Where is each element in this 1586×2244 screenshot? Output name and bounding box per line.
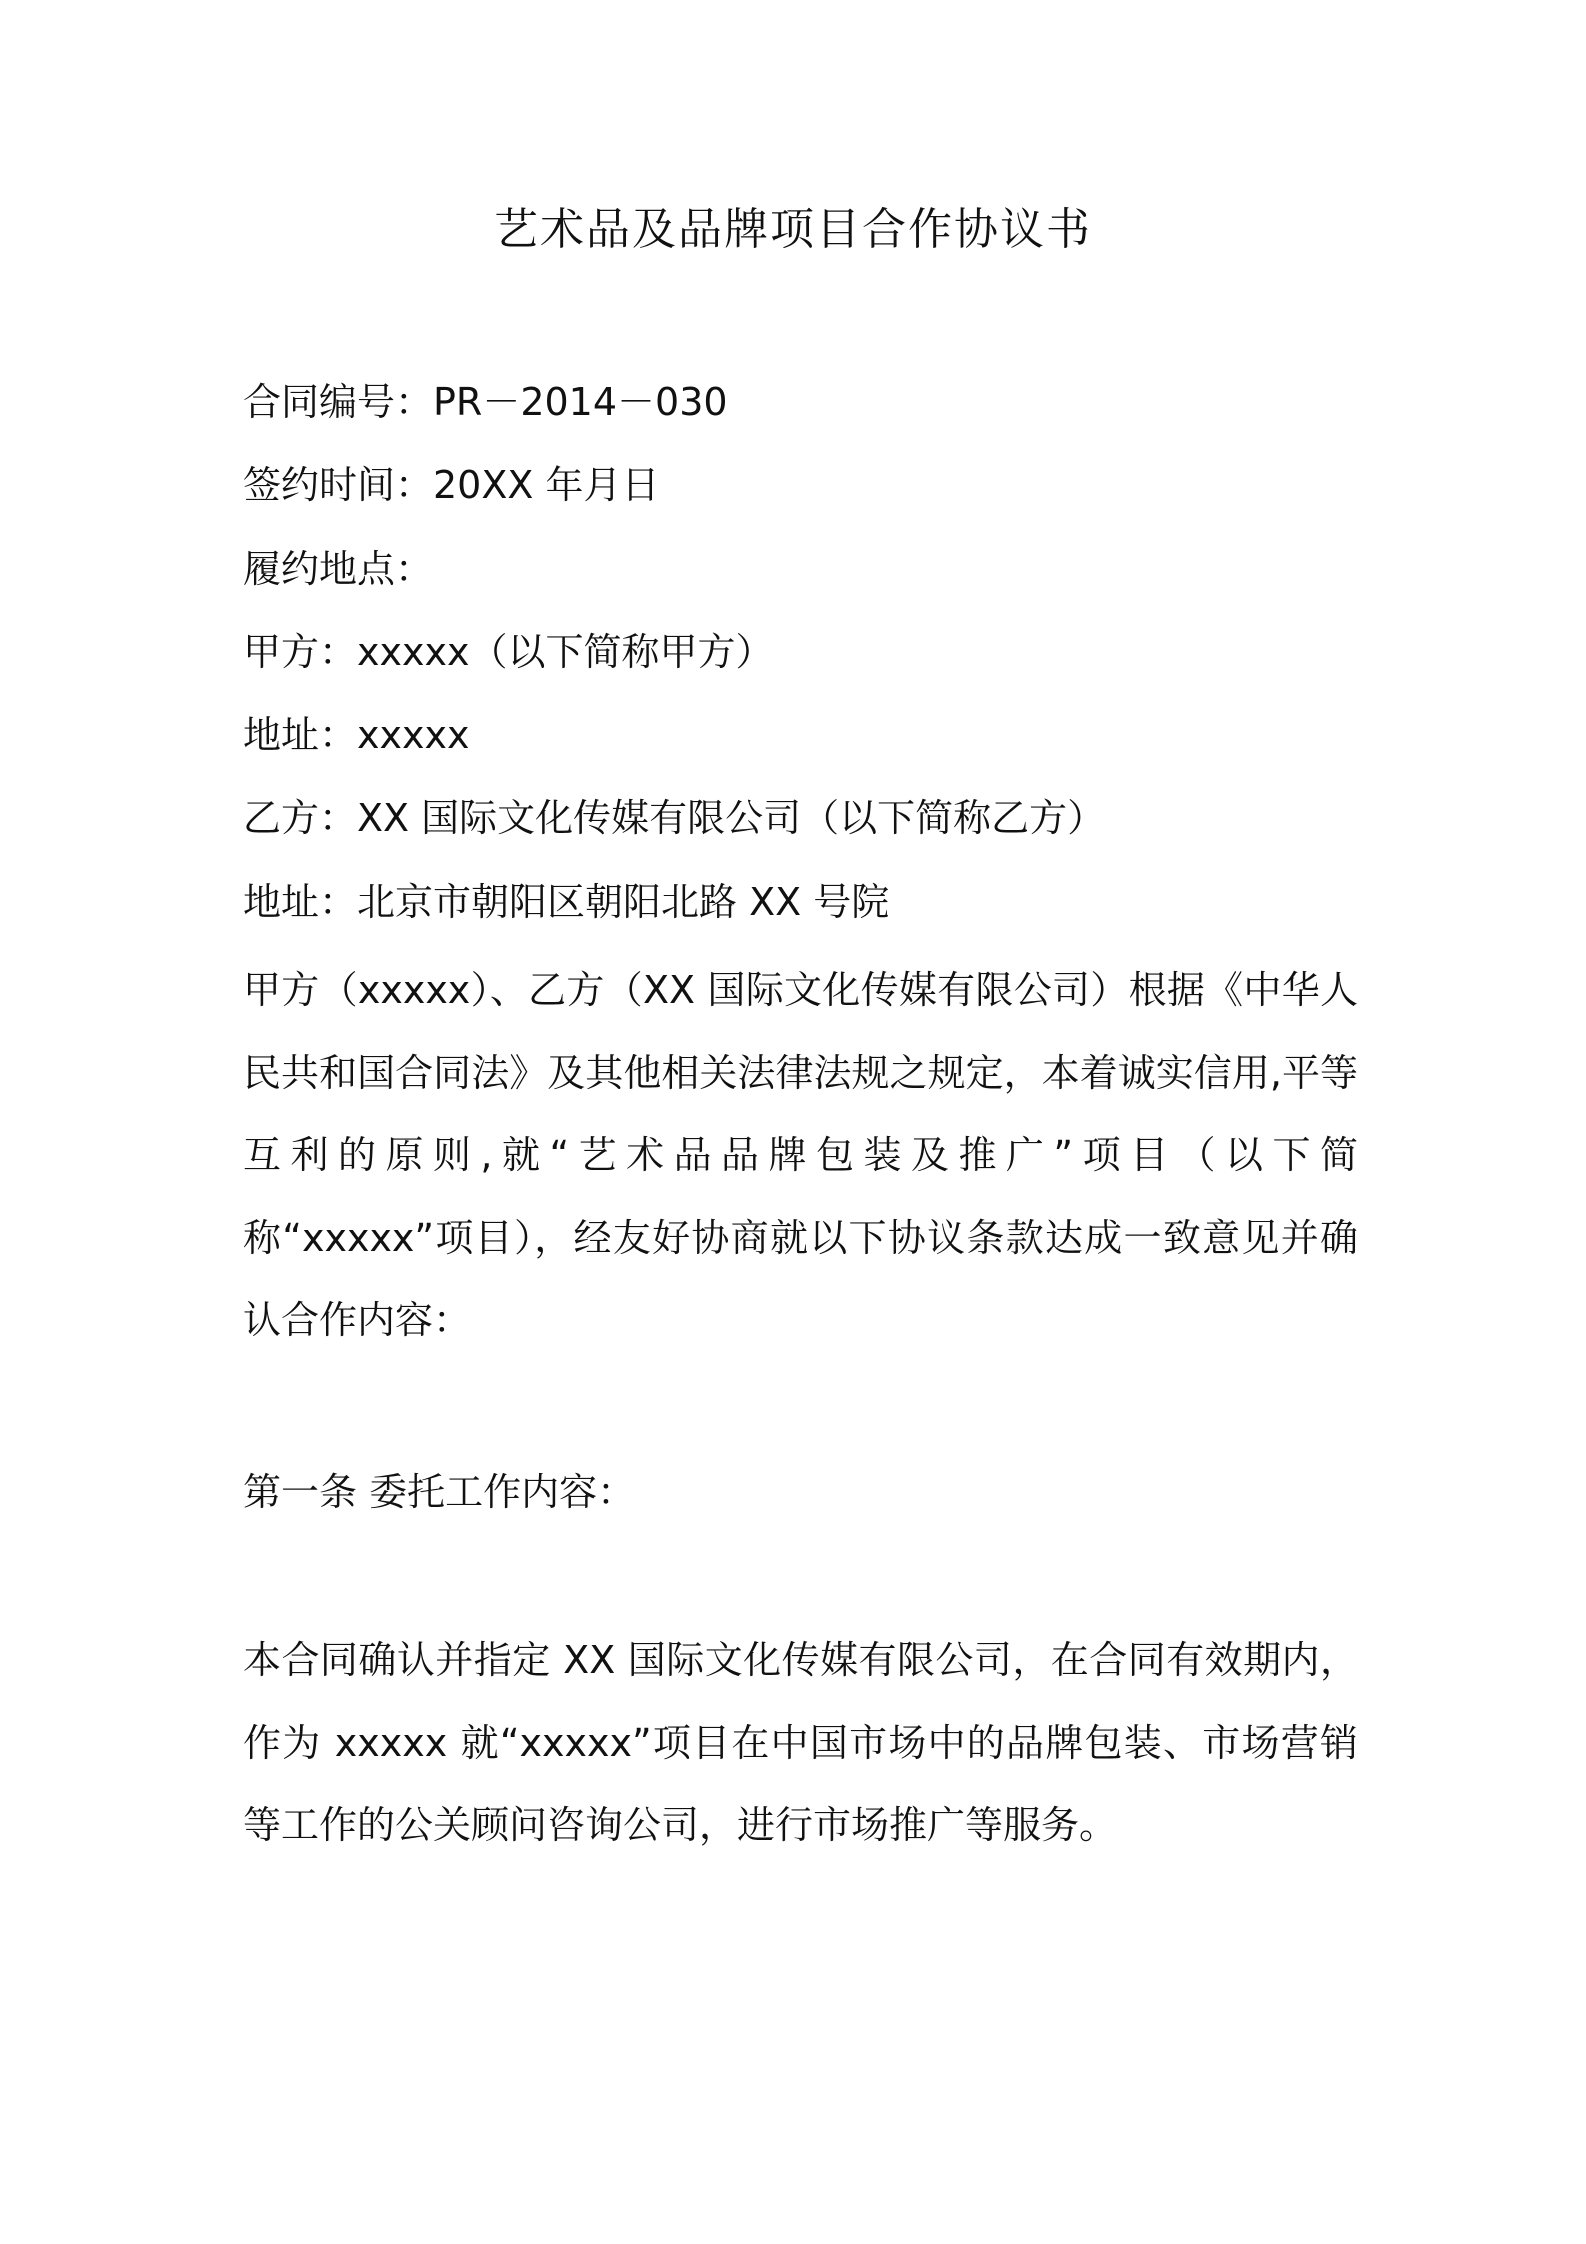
party-b-line: 乙方：XX 国际文化传媒有限公司（以下简称乙方） bbox=[243, 796, 1106, 840]
section-one-paragraph: 本合同确认并指定 XX 国际文化传媒有限公司，在合同有效期内，作为 xxxxx 就“xxxxx”项目在中国市场中的品牌包装、市场营销等工作的公关顾问咨询公司，进行市场推广等服务。 bbox=[243, 1638, 1358, 1847]
document-title: 艺术品及品牌项目合作协议书 bbox=[494, 204, 1092, 255]
intro-paragraph: 甲方（xxxxx）、乙方（XX 国际文化传媒有限公司）根据《中华人民共和国合同法》及其他相关法律法规之规定，本着诚实信用,平等互利的原则,就“艺术品品牌包装及推广”项目（以下简称“xxxxx”项目），经友好协商就以下协议条款达成一致意见并确认合作内容： bbox=[243, 968, 1358, 1342]
signing-time-line: 签约时间：20XX 年月日 bbox=[243, 463, 660, 507]
party-a-address-line: 地址：xxxxx bbox=[243, 713, 470, 757]
party-a-line: 甲方：xxxxx（以下简称甲方） bbox=[243, 630, 774, 674]
party-b-address-line: 地址：北京市朝阳区朝阳北路 XX 号院 bbox=[243, 880, 890, 924]
section-one-heading: 第一条 委托工作内容： bbox=[243, 1470, 636, 1514]
performance-location-line: 履约地点： bbox=[243, 547, 434, 591]
contract-number-line: 合同编号：PR－2014－030 bbox=[243, 380, 728, 424]
